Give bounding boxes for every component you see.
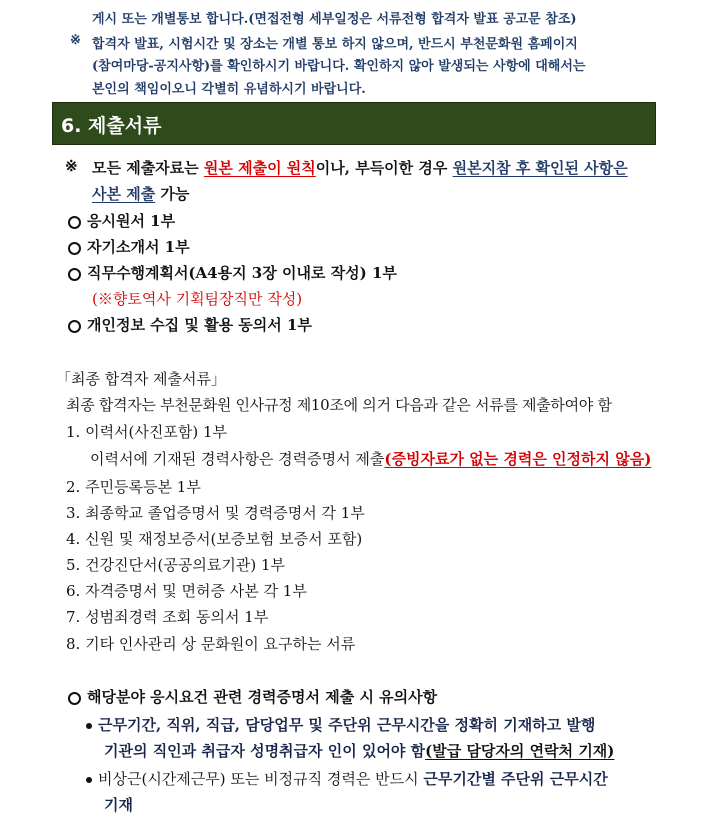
notice-copy-submission: 사본 제출 [92,185,156,203]
caution-heading: 해당분야 응시요건 관련 경력증명서 제출 시 유의사항 [68,686,437,707]
final-item: 4. 신원 및 재정보증서(보증보험 보증서 포함) [66,530,363,548]
caution-bullet-1: 근무기간, 직위, 직급, 담당업무 및 주단위 근무시간을 정확히 기재하고 발행 [86,714,595,735]
final-item: 5. 건강진단서(공공의료기관) 1부 [66,556,285,574]
doc-item: 개인정보 수집 및 활용 동의서 1부 [68,314,312,335]
intro-line-2: 합격자 발표, 시험시간 및 장소는 개별 통보 하지 않으며, 반드시 부천문화원 홈페이지 [92,37,578,52]
doc-item: 자기소개서 1부 [68,236,190,257]
doc-item: 직무수행계획서(A4용지 3장 이내로 작성) 1부 [68,262,397,283]
notice-text: 모든 제출자료는 [92,159,204,177]
notice-verified-copy: 원본지참 후 확인된 사항은 [452,159,628,177]
intro-line-4: 본인의 책임이오니 각별히 유념하시기 바랍니다. [92,82,366,97]
caution-bullet-2: 비상근(시간제근무) 또는 비정규직 경력은 반드시 근무기간별 주단위 근무시간 [86,768,608,789]
final-item: 7. 성범죄경력 조회 동의서 1부 [66,608,269,626]
doc-item: 응시원서 1부 [68,210,175,231]
final-intro: 최종 합격자는 부천문화원 인사규정 제10조에 의거 다음과 같은 서류를 제출하여야 함 [66,396,612,414]
circle-bullet-icon [68,242,81,255]
intro-line-3: (참여마당-공지사항)를 확인하시기 바랍니다. 확인하지 않아 발생되는 사항에 대해서는 [92,59,586,74]
notice-mark: ※ [65,157,78,175]
final-sub-text: 이력서에 기재된 경력사항은 경력증명서 제출 [90,450,385,468]
final-sub-line [90,448,651,469]
notice-line-2 [92,183,189,204]
caution-bullet-1-cont: 기관의 직인과 취급자 성명취급자 인이 있어야 함(발급 담당자의 연락처 기재) [104,742,615,760]
notice-line-1 [92,157,628,178]
final-item: 3. 최종학교 졸업증명서 및 경력증명서 각 1부 [66,504,365,522]
circle-bullet-icon [68,216,81,229]
final-item: 1. 이력서(사진포함) 1부 [66,423,228,441]
final-sub-warning: (증빙자료가 없는 경력은 인정하지 않음) [384,450,652,468]
final-item: 8. 기타 인사관리 상 문화원이 요구하는 서류 [66,635,356,653]
dot-bullet-icon [86,777,92,783]
intro-line-1: 게시 또는 개별통보 합니다.(면접전형 세부일정은 서류전형 합격자 발표 공고문 참조) [92,12,577,27]
circle-bullet-icon [68,692,81,705]
circle-bullet-icon [68,268,81,281]
doc-note: (※향토역사 기획팀장직만 작성) [92,290,303,308]
dot-bullet-icon [86,723,92,729]
circle-bullet-icon [68,320,81,333]
section-title: 6. 제출서류 [61,115,162,137]
notice-original-rule: 원본 제출이 원칙 [203,159,316,177]
notice-text: 가능 [155,185,190,203]
caution-bullet-2-cont: 기재 [104,796,133,814]
reference-mark: ※ [70,33,81,48]
final-item: 2. 주민등록등본 1부 [66,478,201,496]
notice-text: 이나, 부득이한 경우 [315,159,453,177]
final-item: 6. 자격증명서 및 면허증 사본 각 1부 [66,582,307,600]
final-heading: 「최종 합격자 제출서류」 [56,370,226,388]
section-header-bar [52,102,656,145]
